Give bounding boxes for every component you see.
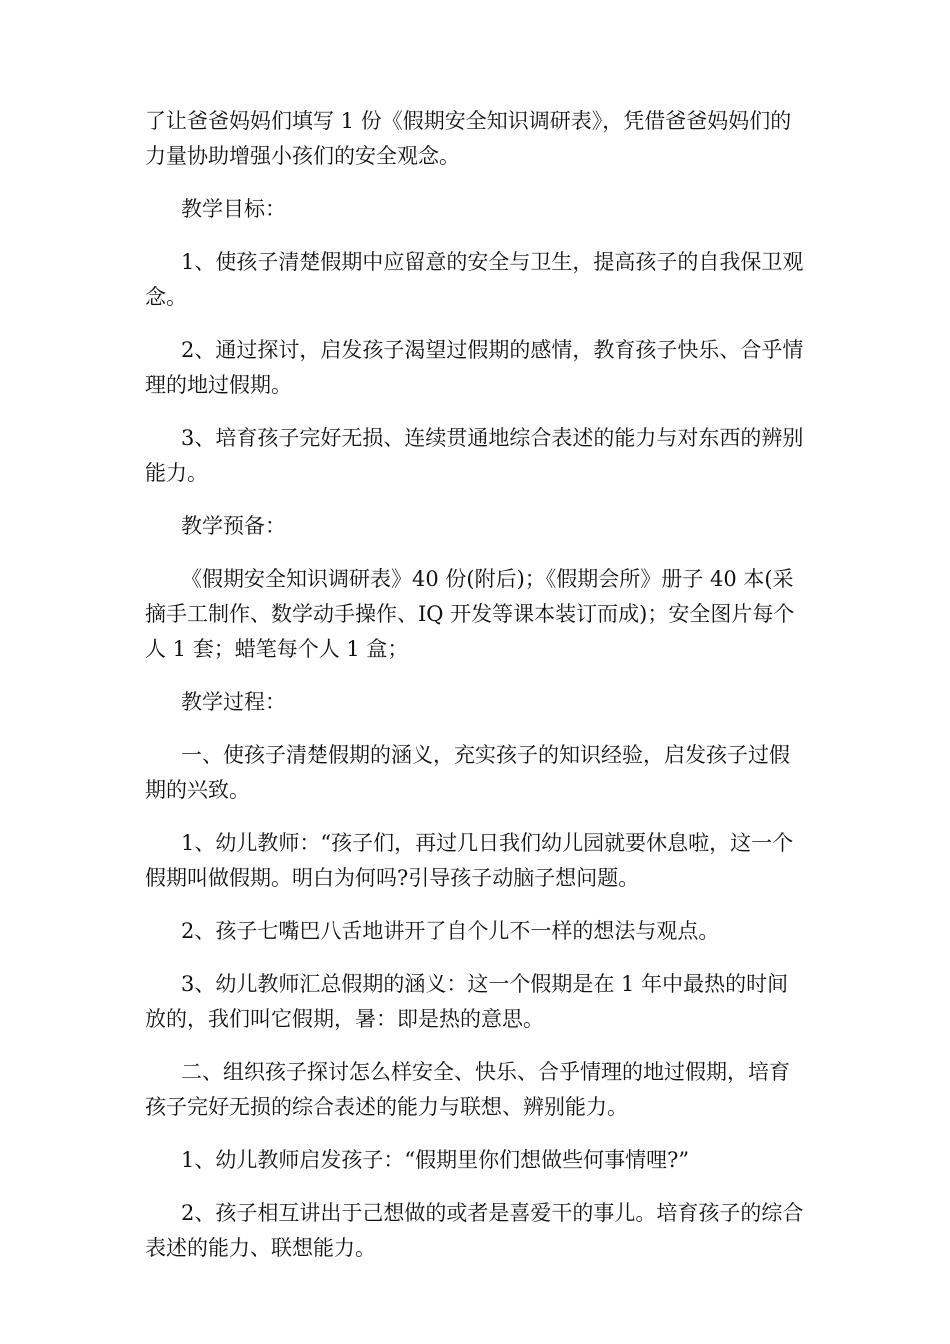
paragraph-process-1-3: 3、幼儿教师汇总假期的涵义：这一个假期是在 1 年中最热的时间放的，我们叫它假期，暑：即是热的意思。 xyxy=(145,972,789,1031)
paragraph-goal-2: 2、通过探讨，启发孩子渴望过假期的感情，教育孩子快乐、合乎情理的地过假期。 xyxy=(145,338,804,397)
paragraph-process-1-1: 1、幼儿教师：“孩子们，再过几日我们幼儿园就要休息啦，这一个假期叫做假期。明白为何吗?引导孩子动脑子想问题。 xyxy=(145,831,794,890)
paragraph-process-1-2: 2、孩子七嘴巴八舌地讲开了自个儿不一样的想法与观点。 xyxy=(181,919,720,943)
paragraph-process-part-1: 一、使孩子清楚假期的涵义，充实孩子的知识经验，启发孩子过假期的兴致。 xyxy=(145,743,790,802)
paragraph-process-part-2: 二、组织孩子探讨怎么样安全、快乐、合乎情理的地过假期，培育孩子完好无损的综合表述的能力与联想、辨别能力。 xyxy=(145,1060,790,1119)
document-body xyxy=(145,104,809,1284)
paragraph-goal-1: 1、使孩子清楚假期中应留意的安全与卫生，提高孩子的自我保卫观念。 xyxy=(145,250,804,309)
heading-teaching-preparation: 教学预备： xyxy=(181,514,286,538)
heading-teaching-goals: 教学目标： xyxy=(181,197,286,221)
paragraph-preparation: 《假期安全知识调研表》40 份(附后)；《假期会所》册子 40 本(采摘手工制作、数学动手操作、IQ 开发等课本装订而成)；安全图片每个人 1 套；蜡笔每个人 1 盒； xyxy=(145,567,795,661)
paragraph-process-2-1: 1、幼儿教师启发孩子：“假期里你们想做些何事情哩?” xyxy=(181,1148,690,1172)
paragraph-intro-continuation: 了让爸爸妈妈们填写 1 份《假期安全知识调研表》，凭借爸爸妈妈们的力量协助增强小孩们的安全观念。 xyxy=(145,109,792,168)
paragraph-goal-3: 3、培育孩子完好无损、连续贯通地综合表述的能力与对东西的辨别能力。 xyxy=(145,426,804,485)
paragraph-process-2-2: 2、孩子相互讲出于己想做的或者是喜爱干的事儿。培育孩子的综合表述的能力、联想能力。 xyxy=(145,1201,804,1260)
heading-teaching-process: 教学过程： xyxy=(181,690,286,714)
